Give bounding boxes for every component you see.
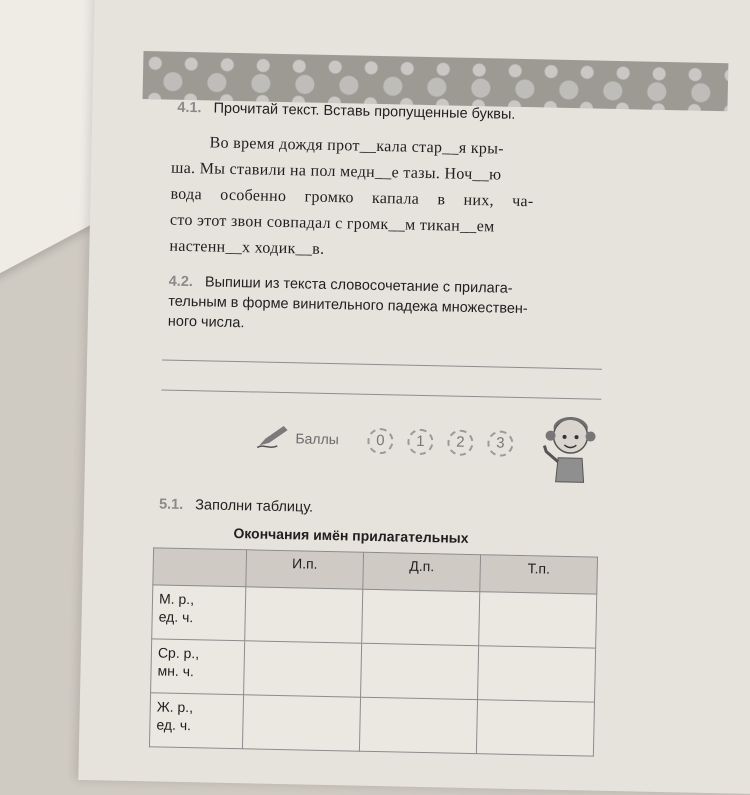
pencil-icon bbox=[255, 419, 292, 450]
task-5-1-number: 5.1. bbox=[158, 496, 184, 513]
table-title: Окончания имён прилагательных bbox=[233, 525, 469, 546]
row-header-line: ед. ч. bbox=[156, 716, 192, 734]
text-line: настенн__х ходик__в. bbox=[169, 237, 325, 258]
task-5-1-instruction: Заполни таблицу. bbox=[195, 497, 314, 516]
answer-line[interactable] bbox=[162, 359, 602, 369]
task-5-1-heading bbox=[159, 496, 313, 515]
score-option-1[interactable]: 1 bbox=[407, 429, 434, 456]
task-4-2-instruction-line: Выпиши из текста словосочетание с прилага- bbox=[204, 274, 513, 297]
task-4-1-number: 4.1. bbox=[177, 99, 202, 117]
endings-table bbox=[149, 547, 598, 756]
table-row bbox=[152, 585, 597, 648]
column-header: И.п. bbox=[246, 550, 364, 589]
column-header: Д.п. bbox=[363, 552, 481, 591]
row-header-line: М. р., bbox=[158, 590, 195, 608]
girl-illustration bbox=[540, 409, 602, 485]
row-header-line: мн. ч. bbox=[157, 662, 195, 680]
workbook-page bbox=[78, 0, 750, 795]
answer-cell[interactable] bbox=[245, 587, 363, 643]
score-label: Баллы bbox=[295, 430, 339, 448]
table-row bbox=[149, 693, 594, 756]
answer-cell[interactable] bbox=[244, 641, 362, 697]
answer-cell[interactable] bbox=[479, 592, 597, 648]
row-header-line: Ж. р., bbox=[156, 698, 194, 716]
answer-cell[interactable] bbox=[361, 643, 479, 699]
row-header bbox=[149, 693, 243, 749]
task-4-2-instruction-line: ного числа. bbox=[167, 313, 245, 332]
answer-cell[interactable] bbox=[478, 646, 596, 702]
row-header-line: ед. ч. bbox=[158, 608, 194, 626]
answer-cell[interactable] bbox=[242, 695, 360, 751]
answer-cell[interactable] bbox=[362, 589, 480, 645]
task-4-2-number: 4.2. bbox=[168, 273, 194, 291]
column-header: Т.п. bbox=[480, 555, 598, 594]
row-header-line: Ср. р., bbox=[157, 644, 200, 662]
row-header bbox=[151, 639, 245, 695]
answer-cell[interactable] bbox=[359, 697, 477, 753]
text-line: ша. Мы ставили на пол медн__е тазы. Ноч__ю bbox=[170, 159, 502, 184]
score-option-2[interactable]: 2 bbox=[447, 429, 474, 456]
answer-cell[interactable] bbox=[476, 700, 594, 756]
row-header bbox=[152, 585, 246, 641]
table-corner-cell bbox=[153, 548, 247, 587]
text-line: сто этот звон совпадал с громк__м тикан__ем bbox=[169, 211, 495, 236]
score-option-3[interactable]: 3 bbox=[487, 430, 514, 457]
score-option-0[interactable]: 0 bbox=[367, 428, 394, 455]
table-row bbox=[151, 639, 596, 702]
task-4-2-instruction-line: тельным в форме винительного падежа множествен- bbox=[168, 293, 528, 318]
text-line: Во время дождя прот__кала стар__я кры- bbox=[209, 134, 505, 158]
task-4-1-text bbox=[169, 130, 610, 269]
text-line: вода особенно громко капала в них, ча- bbox=[170, 185, 534, 211]
task-4-2-block bbox=[168, 272, 529, 340]
task-4-1-instruction: Прочитай текст. Вставь пропущенные буквы. bbox=[213, 100, 516, 123]
answer-line[interactable] bbox=[161, 389, 601, 399]
